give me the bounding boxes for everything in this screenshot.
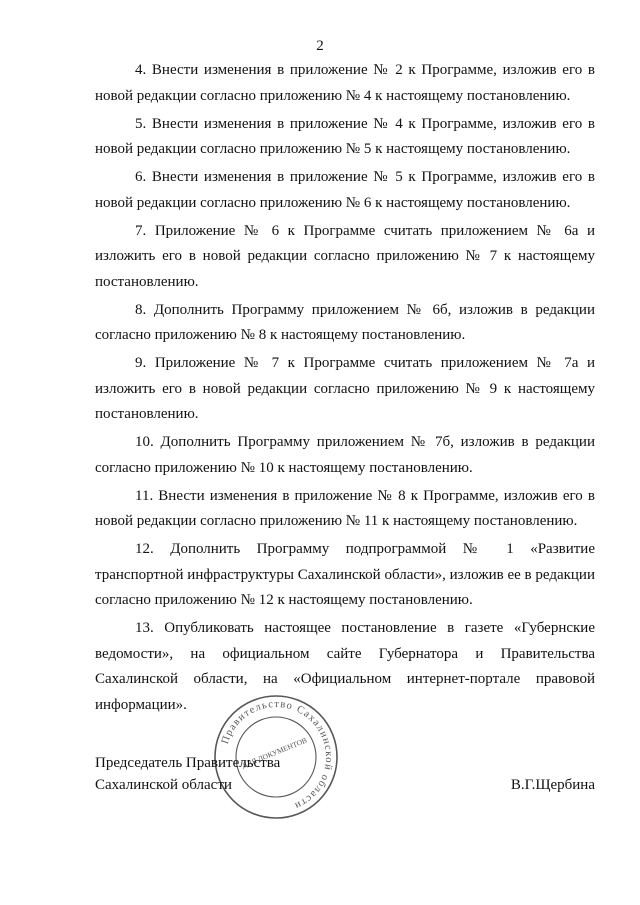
paragraph-8: 8. Дополнить Программу приложением № 6б, изложив в редакции согласно приложению № 8 к настоящему постановлению. [95, 301, 595, 343]
paragraph-10: 10. Дополнить Программу приложением № 7б, изложив в редакции согласно приложению № 10 к настоящему постановлению. [95, 434, 595, 476]
paragraph-6: 6. Внести изменения в приложение № 5 к Программе, изложив его в новой редакции согласно приложению № 6 к настоящему постановлению. [95, 169, 595, 211]
paragraph-9: 9. Приложение № 7 к Программе считать приложением № 7а и изложить его в новой редакции согласно приложению № 9 к настоящему постановлению. [95, 355, 595, 422]
paragraph-13: 13. Опубликовать настоящее постановление в газете «Губернские ведомости», на официальном сайте Губернатора и Правительства Сахалинской области, на «Официальном интернет-портале правовой информации». [95, 620, 595, 713]
stamp-ring-text: Правительство Сахалинской области [219, 698, 335, 812]
paragraph-5: 5. Внести изменения в приложение № 4 к Программе, изложив его в новой редакции согласно приложению № 5 к настоящему постановлению. [95, 115, 595, 157]
paragraph-12: 12. Дополнить Программу подпрограммой № 1 «Развитие транспортной инфраструктуры Сахалинской области», изложив ее в редакции согласно приложению № 12 к настоящему постановлению. [95, 541, 595, 608]
paragraph-4: 4. Внести изменения в приложение № 2 к Программе, изложив его в новой редакции согласно приложению № 4 к настоящему постановлению. [95, 62, 595, 104]
stamp-inner-text: ДЛЯ ДОКУМЕНТОВ [240, 735, 309, 770]
signature-name: В.Г.Щербина [510, 777, 595, 793]
paragraph-7: 7. Приложение № 6 к Программе считать приложением № 6а и изложить его в новой редакции согласно приложению № 7 к настоящему постановлению. [95, 222, 595, 290]
signature-position [95, 752, 280, 796]
signature-position-line1: Председатель Правительства [95, 755, 281, 771]
page-number: 2 [316, 38, 324, 54]
body-text [95, 58, 595, 721]
signature-position-line2: Сахалинской области [95, 777, 232, 793]
paragraph-11: 11. Внести изменения в приложение № 8 к Программе, изложив его в новой редакции согласно приложению № 11 к настоящему постановлению. [95, 487, 595, 529]
